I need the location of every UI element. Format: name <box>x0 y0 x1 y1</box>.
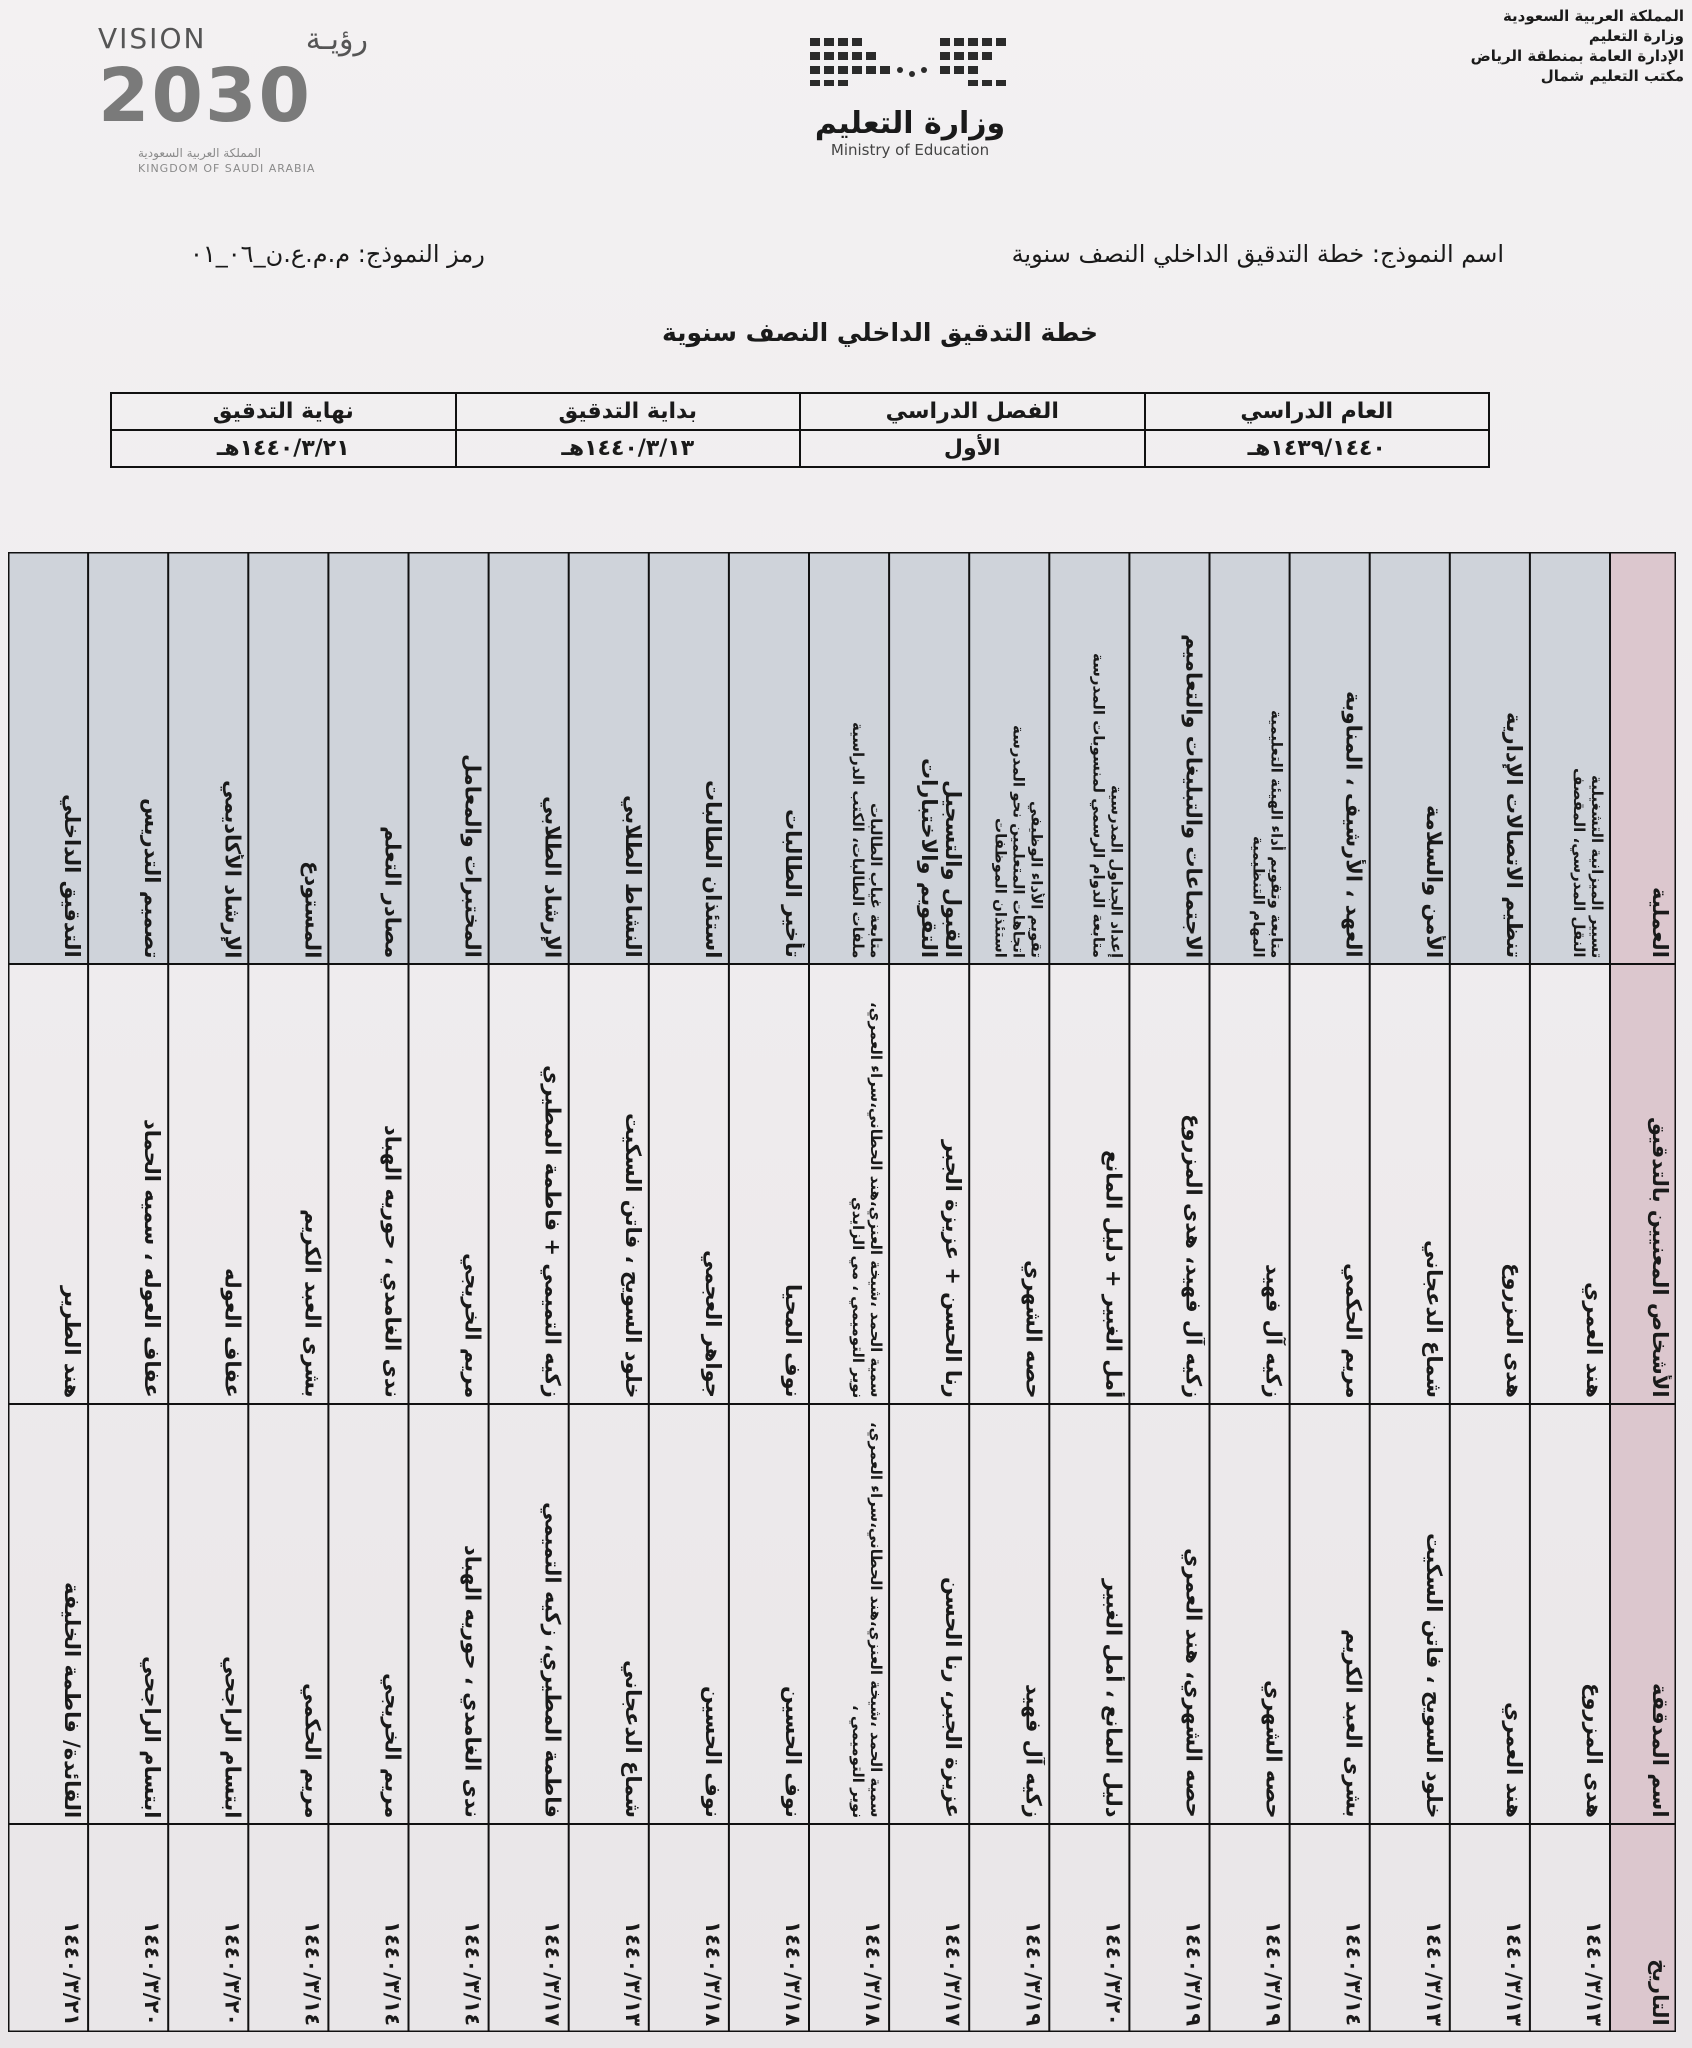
column-header: اسم المدققة <box>1648 1683 1672 1818</box>
table-cell-persons: سمية الحمد ،شيخة العنزي،هند الحطاني،سراء العمري، نوير التوميمي ، مي الزايدي <box>849 997 886 1398</box>
table-cell-date: ١٤٤٠/٣/١٣ <box>620 1920 645 2026</box>
table-cell-auditor: ابتسام الراجحي <box>140 1655 165 1818</box>
kingdom-header <box>1384 6 1684 86</box>
table-cell-auditor: نوف الحسين <box>780 1686 805 1818</box>
table-cell-date: ١٤٤٠/٣/٢٠ <box>1101 1920 1126 2026</box>
table-cell-auditor: حصه الشهري <box>1261 1679 1286 1818</box>
table-cell-persons: زكيه التميمي + فاطمة المطيري <box>540 1065 565 1398</box>
info-value-row <box>111 430 1489 467</box>
table-cell-auditor: مريم الحكمي <box>300 1682 325 1818</box>
table-cell-date: ١٤٤٠/٣/١٣ <box>1581 1920 1606 2026</box>
table-cell-auditor: هدى المزروع <box>1581 1683 1606 1818</box>
header-academic-year: العام الدراسي <box>1145 393 1490 430</box>
audit-plan-table <box>8 552 1676 2032</box>
table-cell-date: ١٤٤٠/٣/١٤ <box>1341 1920 1366 2026</box>
table-cell-process: الإرشاد الأكاديمي <box>220 779 245 958</box>
vision-en: VISION <box>98 22 207 55</box>
header-audit-end: نهاية التدقيق <box>111 393 456 430</box>
table-cell-date: ١٤٤٠/٣/١٨ <box>780 1920 805 2026</box>
table-cell-process: متابعة وتقويم أداء الهيئة التعليمية المهام التنظيمية <box>1249 709 1286 958</box>
table-cell-date: ١٤٤٠/٣/١٤ <box>300 1920 325 2026</box>
table-cell-auditor: شماع الدعجاني <box>620 1660 645 1818</box>
table-cell-persons: جواهر العجمي <box>700 1250 725 1398</box>
table-cell-process: الاجتماعات والتبليغات والتعاميم <box>1181 633 1206 958</box>
table-cell-date: ١٤٤٠/٣/١٩ <box>1181 1920 1206 2026</box>
table-cell-date: ١٤٤٠/٣/١٧ <box>941 1920 966 2026</box>
table-cell-process: المستودع <box>300 860 325 958</box>
audit-info-table <box>110 392 1490 468</box>
table-cell-date: ١٤٤٠/٣/١٨ <box>700 1920 725 2026</box>
value-academic-year: ١٤٣٩/١٤٤٠هـ <box>1145 430 1490 467</box>
column-header: العملية <box>1648 887 1672 958</box>
table-cell-process: المختبرات والمعامل <box>460 754 485 958</box>
ministry-line: وزارة التعليم <box>1588 27 1684 45</box>
table-cell-persons: حصه الشهري <box>1021 1259 1046 1398</box>
table-cell-auditor: زكيه آل فهيد <box>1021 1684 1046 1818</box>
table-cell-persons: هند العمري <box>1581 1282 1606 1398</box>
table-cell-persons: هدى المزروع <box>1501 1263 1526 1398</box>
table-cell-auditor: هند العمري <box>1501 1702 1526 1818</box>
table-cell-process: تنظيم الاتصالات الإدارية <box>1501 711 1526 958</box>
table-cell-process: تقويم الأداء الوظيفي اتجاهات المتعلمين نحو المدرسة استئذان الموظفات <box>991 724 1046 958</box>
table-cell-process: التدقيق الداخلي <box>60 794 85 958</box>
table-cell-auditor: فاطمة المطيري، زكيه التميمي <box>540 1502 565 1818</box>
table-cell-process: إعداد الجداول المدرسية متابعة الدوام الرسمي لمنسوبات المدرسة <box>1089 653 1126 958</box>
header-audit-start: بداية التدقيق <box>456 393 801 430</box>
vision-ar: رؤيـة <box>305 22 368 57</box>
table-cell-persons: زكيه آل فهيد <box>1261 1264 1286 1398</box>
table-cell-auditor: مريم الخريجي <box>380 1672 405 1818</box>
table-cell-date: ١٤٤٠/٣/١٩ <box>1021 1920 1046 2026</box>
table-cell-date: ١٤٤٠/٣/١٤ <box>380 1920 405 2026</box>
table-cell-date: ١٤٤٠/٣/٢١ <box>60 1920 85 2026</box>
table-cell-auditor: القائدة/ فاطمة الخليفة <box>60 1581 85 1818</box>
table-cell-auditor: خلود السويح ، فاتن السكيت <box>1421 1532 1446 1818</box>
table-cell-date: ١٤٤٠/٣/١٧ <box>540 1920 565 2026</box>
value-semester: الأول <box>800 430 1145 467</box>
column-header: الأشخاص المعنيين بالتدقيق <box>1648 1117 1672 1398</box>
table-cell-persons: مريم الخريجي <box>460 1252 485 1398</box>
table-cell-persons: هند الطرير <box>60 1285 85 1398</box>
page-title: خطة التدقيق الداخلي النصف سنوية <box>661 318 1099 347</box>
table-cell-auditor: نوف الحسين <box>700 1686 725 1818</box>
vision-2030-logo <box>98 22 368 175</box>
table-cell-date: ١٤٤٠/٣/٢٠ <box>140 1920 165 2026</box>
table-cell-auditor: حصه الشهري، هند العمري <box>1181 1548 1206 1818</box>
kingdom-line: المملكة العربية السعودية <box>1502 7 1684 25</box>
table-cell-date: ١٤٤٠/٣/٢٠ <box>220 1920 245 2026</box>
header-semester: الفصل الدراسي <box>800 393 1145 430</box>
table-cell-auditor: سمية الحمد ،شيخة العنزي،هند الحطاني،سراء العمري، نوير التوميمي ، <box>849 1417 886 1818</box>
table-cell-auditor: عزيزة الجبر، رنا الحسن <box>941 1577 966 1818</box>
table-cell-process: الأمن والسلامة <box>1421 804 1446 958</box>
info-header-row <box>111 393 1489 430</box>
table-cell-auditor: ندى الغامدي ، حوريه الهباد <box>460 1545 485 1818</box>
ministry-dots-icon <box>800 30 1020 100</box>
table-cell-persons: نوف المحيا <box>780 1284 805 1398</box>
ministry-name-en: Ministry of Education <box>830 141 990 159</box>
column-header: التاريخ <box>1648 1959 1672 2026</box>
table-cell-process: تسيير الميزانية التشغيلية النقل المدرسي، المقصف <box>1569 768 1606 958</box>
directorate-line: الإدارة العامة بمنطقة الرياض <box>1470 47 1684 65</box>
table-cell-persons: ندى الغامدي ، حوريه الهباد <box>380 1125 405 1398</box>
table-cell-persons: خلود السويح ، فاتن السكيت <box>620 1112 645 1398</box>
table-cell-persons: أمل الغبير + دليل المانع <box>1101 1149 1126 1398</box>
table-cell-persons: عفاف العوله <box>220 1268 245 1398</box>
table-cell-persons: رنا الحسن + عزيزة الجبر <box>941 1140 966 1398</box>
table-cell-persons: زكيه آل فهيد، هدى المزروع <box>1181 1113 1206 1398</box>
table-cell-date: ١٤٤٠/٣/١٩ <box>1261 1920 1286 2026</box>
table-cell-process: تأخير الطالبات <box>780 809 805 958</box>
vision-sub-en: KINGDOM OF SAUDI ARABIA <box>138 162 316 175</box>
ministry-logo <box>800 30 1020 190</box>
table-cell-auditor: ابتسام الراجحي <box>220 1655 245 1818</box>
table-cell-process: متابعة غياب الطالبات ملفات الطالبات، الكتب الدراسية <box>849 721 886 958</box>
table-cell-process: النشاط الطلابي <box>620 795 645 958</box>
table-cell-persons: بشرى العبد الكريم <box>300 1209 325 1398</box>
table-cell-process: مصادر التعلم <box>380 825 405 958</box>
table-cell-auditor: دليل المانع ، أمل الغبير <box>1101 1579 1126 1818</box>
table-cell-persons: مريم الحكمي <box>1341 1262 1366 1398</box>
table-cell-process: العهد ، الأرشيف ، المناوبة <box>1341 691 1366 958</box>
office-line: مكتب التعليم شمال <box>1540 67 1684 85</box>
table-cell-date: ١٤٤٠/٣/١٤ <box>460 1920 485 2026</box>
value-audit-start: ١٤٤٠/٣/١٣هـ <box>456 430 801 467</box>
table-cell-date: ١٤٤٠/٣/١٣ <box>1501 1920 1526 2026</box>
form-name: اسم النموذج: خطة التدقيق الداخلي النصف سنوية <box>1011 240 1504 268</box>
table-cell-process: تصميم التدريس <box>140 797 165 958</box>
table-cell-process: القبول والتسجيل التقويم والاختبارات <box>917 757 966 958</box>
table-cell-auditor: بشرى العبد الكريم <box>1341 1629 1366 1818</box>
value-audit-end: ١٤٤٠/٣/٢١هـ <box>111 430 456 467</box>
vision-year: 2030 <box>98 53 312 139</box>
vision-sub-ar: المملكة العربية السعودية <box>138 146 262 160</box>
table-cell-date: ١٤٤٠/٣/١٨ <box>861 1920 886 2026</box>
table-cell-date: ١٤٤٠/٣/١٣ <box>1421 1920 1446 2026</box>
form-code: رمز النموذج: م.م.ع.ن_٠٦_٠١ <box>190 240 485 268</box>
table-cell-process: الإرشاد الطلابي <box>540 795 565 958</box>
table-cell-process: استئذان الطالبات <box>700 779 725 958</box>
table-cell-persons: شماع الدعجاني <box>1421 1240 1446 1398</box>
ministry-name-ar: وزارة التعليم <box>814 106 1006 141</box>
table-cell-persons: عفاف العوله ، سميه الحماد <box>140 1119 165 1398</box>
